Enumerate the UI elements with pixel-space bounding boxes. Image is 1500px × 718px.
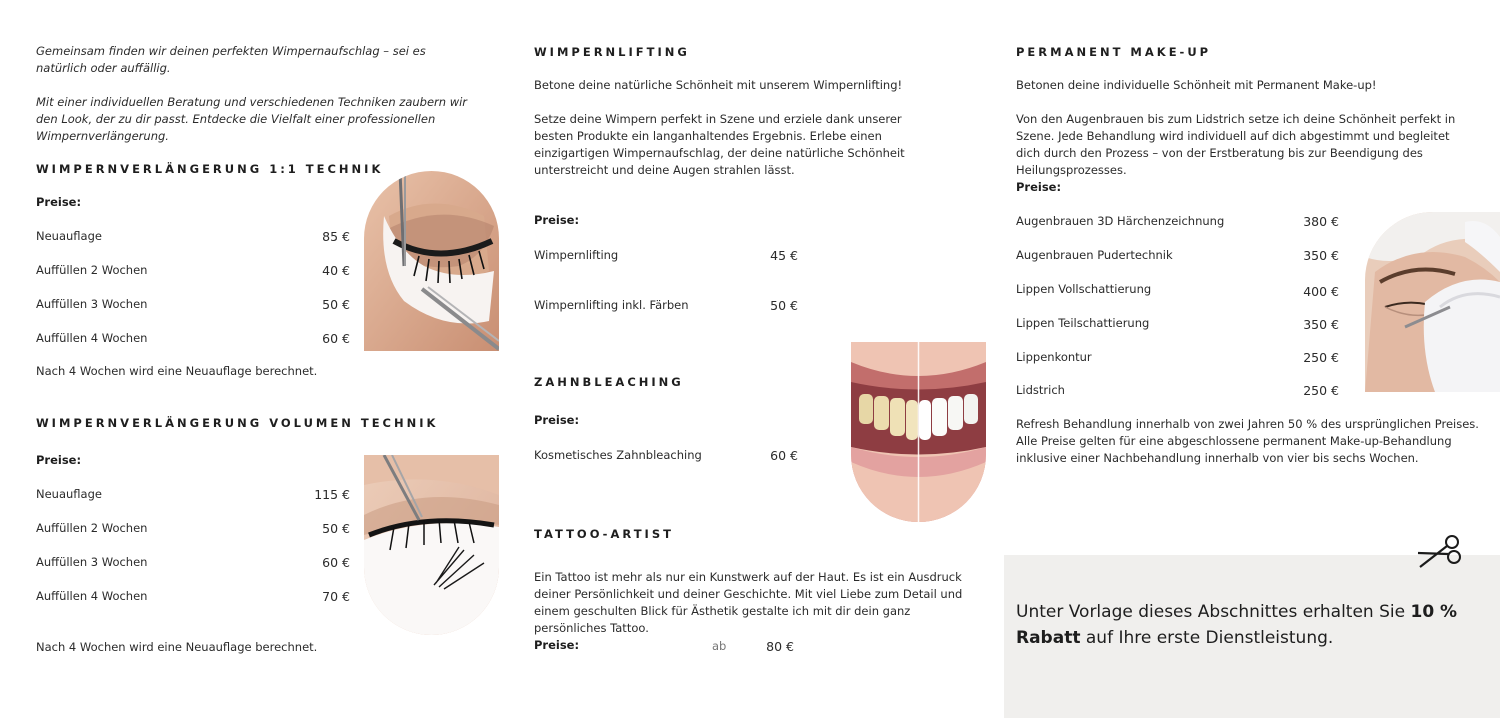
coupon-text-before: Unter Vorlage dieses Abschnittes erhalten Sie <box>1016 602 1411 622</box>
section-title-permanent-makeup: PERMANENT MAKE-UP <box>1016 45 1212 59</box>
price-value: 40 € <box>322 263 350 278</box>
prices-label: Preise: <box>36 453 82 467</box>
price-item-name: Wimpernlifting <box>534 248 619 262</box>
price-value: 250 € <box>1303 383 1339 398</box>
price-item-name: Augenbrauen Pudertechnik <box>1016 248 1173 262</box>
price-item-name: Lippenkontur <box>1016 350 1092 364</box>
price-value: 115 € <box>314 487 350 502</box>
permanent-makeup-photo <box>1365 212 1500 392</box>
section-note: Nach 4 Wochen wird eine Neuauflage berechnet. <box>36 364 318 378</box>
eyelash-volume-photo <box>364 455 499 635</box>
price-value: 350 € <box>1303 248 1339 263</box>
price-prefix: ab <box>712 639 727 653</box>
price-value: 60 € <box>322 331 350 346</box>
price-value: 80 € <box>766 639 794 654</box>
price-item-name: Augenbrauen 3D Härchenzeichnung <box>1016 214 1225 228</box>
section-title-tattoo: TATTOO-ARTIST <box>534 527 674 541</box>
price-item-name: Auffüllen 4 Wochen <box>36 589 148 603</box>
price-item-name: Neuauflage <box>36 229 102 243</box>
pmu-intro: Betonen deine individuelle Schönheit mit Permanent Make-up! <box>1016 78 1377 92</box>
price-value: 50 € <box>322 521 350 536</box>
price-item-name: Auffüllen 4 Wochen <box>36 331 148 345</box>
discount-coupon <box>1004 555 1500 718</box>
lifting-intro: Betone deine natürliche Schönheit mit unserem Wimpernlifting! <box>534 78 903 92</box>
intro-text-2: Mit einer individuellen Beratung und verschiedenen Techniken zaubern wir den Look, der zu dir passt. Entdecke die Vielfalt einer professionellen Wimpernverlängerung. <box>36 95 468 143</box>
prices-label: Preise: <box>534 638 580 652</box>
lifting-description: Setze deine Wimpern perfekt in Szene und erziele dank unserer besten Produkte ein langanhaltendes Ergebnis. Erlebe einen einzigartigen Wimpernaufschlag, der deine natürliche Schönheit unterstreicht und deine Augen strahlen lässt. <box>534 112 905 177</box>
price-value: 250 € <box>1303 350 1339 365</box>
price-value: 50 € <box>770 298 798 313</box>
price-value: 400 € <box>1303 284 1339 299</box>
pmu-price-note: Alle Preise gelten für eine abgeschlossene permanent Make-up-Behandlung inklusive einer Nachbehandlung innerhalb von vier bis sechs Wochen. <box>1016 434 1452 465</box>
scissors-icon <box>1416 533 1464 573</box>
pmu-description: Von den Augenbrauen bis zum Lidstrich setze ich deine Schönheit perfekt in Szene. Jede Behandlung wird individuell auf dich abgestimmt und begleitet dich durch den Prozess – von der Erstberatung bis zur Beendigung des Heilungsprozesses. <box>1016 112 1456 177</box>
price-item-name: Lippen Vollschattierung <box>1016 282 1152 296</box>
price-value: 70 € <box>322 589 350 604</box>
coupon-text <box>1016 599 1486 651</box>
eyelash-classic-photo <box>364 171 499 351</box>
section-title-volume: WIMPERNVERLÄNGERUNG VOLUMEN TECHNIK <box>36 416 439 430</box>
prices-label: Preise: <box>36 195 82 209</box>
teeth-bleaching-photo <box>851 342 986 522</box>
price-value: 50 € <box>322 297 350 312</box>
section-title-lifting: WIMPERNLIFTING <box>534 45 690 59</box>
pmu-refresh-note: Refresh Behandlung innerhalb von zwei Jahren 50 % des ursprünglichen Preises. <box>1016 417 1479 431</box>
intro-text-1: Gemeinsam finden wir deinen perfekten Wimpernaufschlag – sei es natürlich oder auffällig. <box>36 44 426 75</box>
price-value: 350 € <box>1303 317 1339 332</box>
price-value: 60 € <box>770 448 798 463</box>
price-item-name: Kosmetisches Zahnbleaching <box>534 448 702 462</box>
price-value: 380 € <box>1303 214 1339 229</box>
price-item-name: Wimpernlifting inkl. Färben <box>534 298 689 312</box>
coupon-text-after: auf Ihre erste Dienstleistung. <box>1080 628 1334 648</box>
section-note: Nach 4 Wochen wird eine Neuauflage berechnet. <box>36 640 318 654</box>
price-item-name: Lippen Teilschattierung <box>1016 316 1150 330</box>
price-item-name: Auffüllen 3 Wochen <box>36 555 148 569</box>
price-value: 85 € <box>322 229 350 244</box>
section-title-1to1: WIMPERNVERLÄNGERUNG 1:1 TECHNIK <box>36 162 384 176</box>
price-item-name: Neuauflage <box>36 487 102 501</box>
prices-label: Preise: <box>1016 180 1062 194</box>
coupon-discount-highlight: 10 % Rabatt <box>1016 602 1458 648</box>
price-item-name: Auffüllen 2 Wochen <box>36 263 148 277</box>
prices-label: Preise: <box>534 413 580 427</box>
tattoo-description: Ein Tattoo ist mehr als nur ein Kunstwerk auf der Haut. Es ist ein Ausdruck deiner Persönlichkeit und deiner Geschichte. Mit viel Liebe zum Detail und einem geschulten Blick für Ästhetik gestalte ich mit dir dein ganz persönliches Tattoo. <box>534 570 963 635</box>
section-title-bleaching: ZAHNBLEACHING <box>534 375 684 389</box>
price-value: 45 € <box>770 248 798 263</box>
price-item-name: Lidstrich <box>1016 383 1065 397</box>
price-value: 60 € <box>322 555 350 570</box>
price-item-name: Auffüllen 2 Wochen <box>36 521 148 535</box>
prices-label: Preise: <box>534 213 580 227</box>
price-item-name: Auffüllen 3 Wochen <box>36 297 148 311</box>
